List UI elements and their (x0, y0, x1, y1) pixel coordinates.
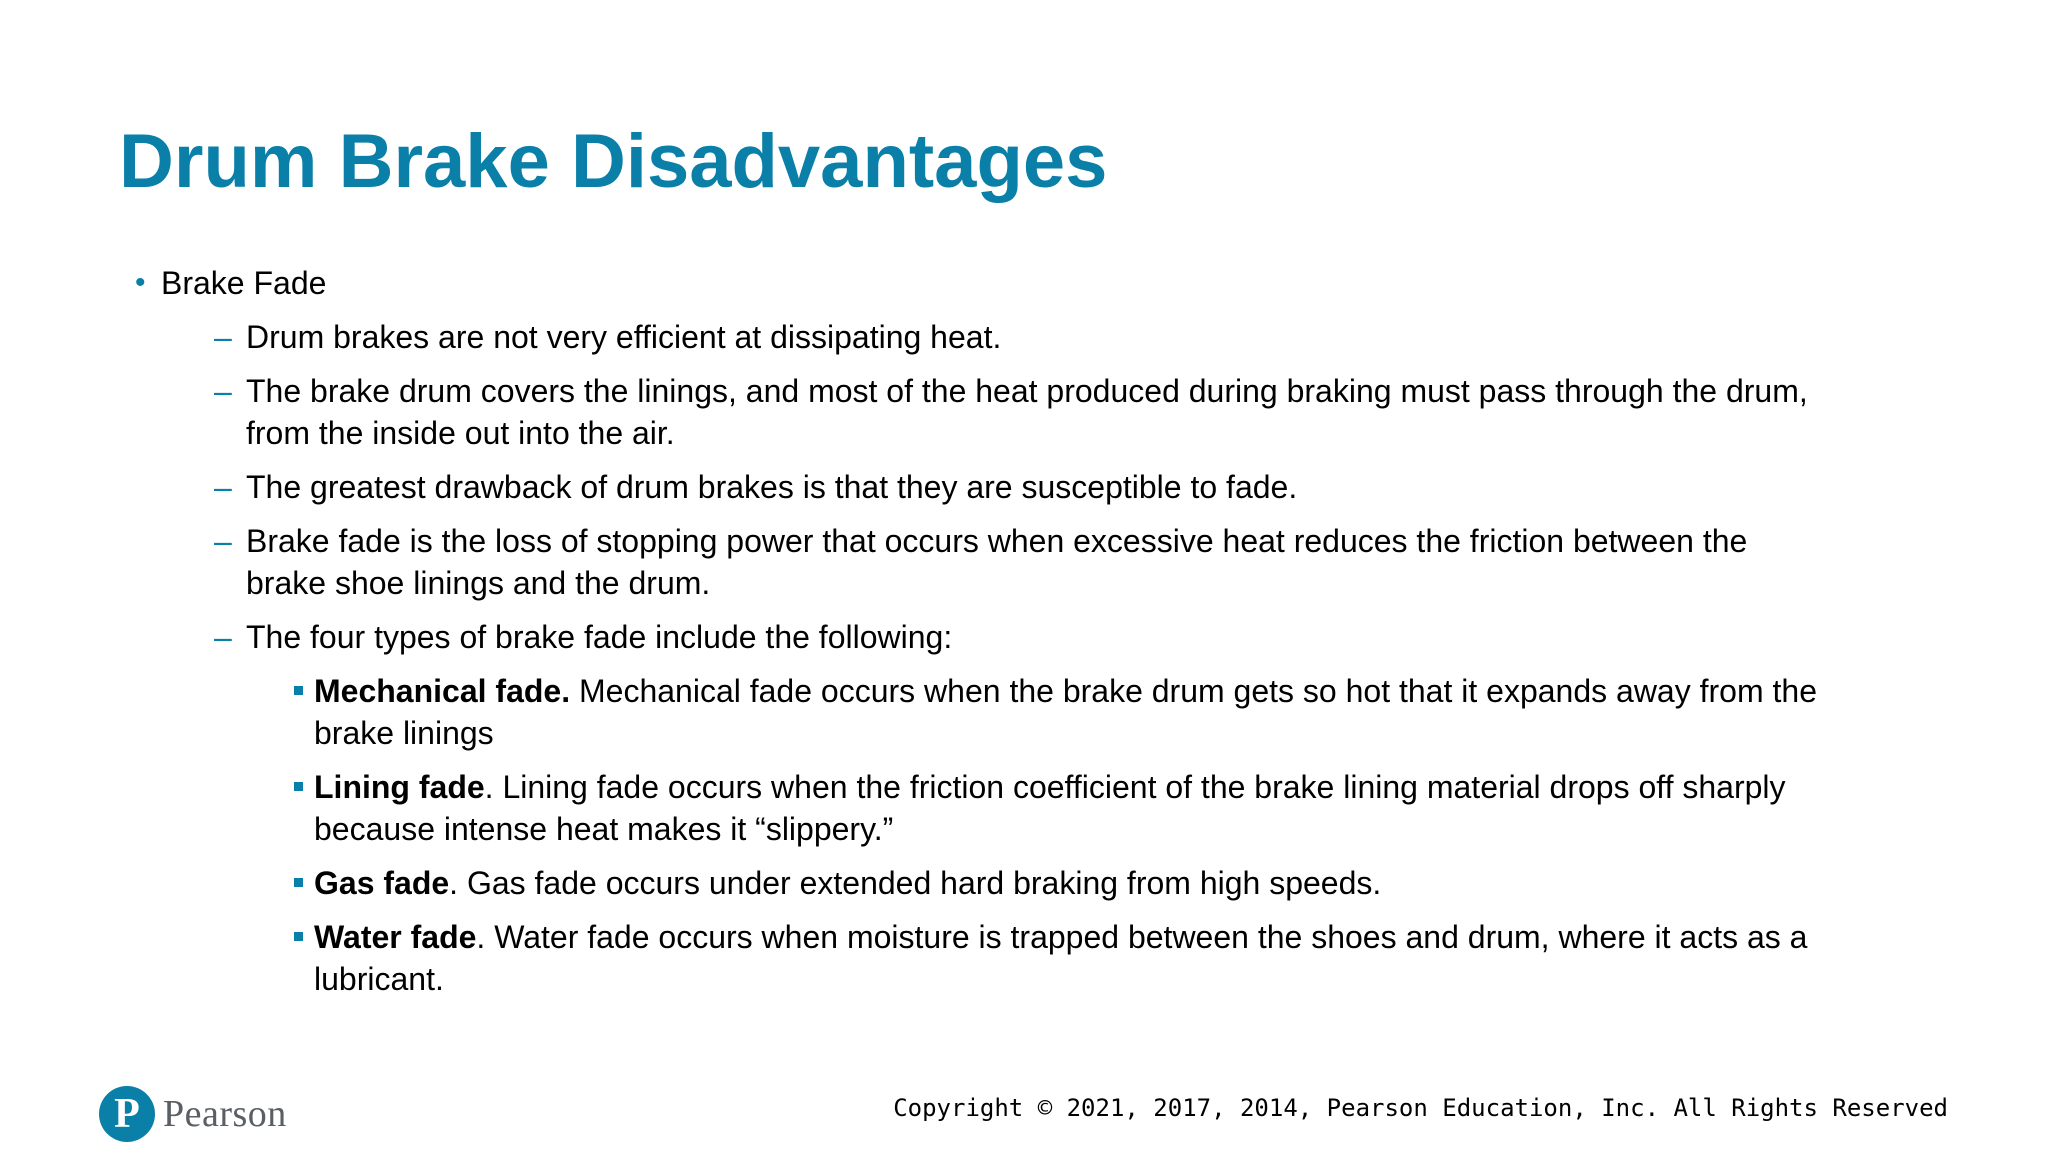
subitem-text: The brake drum covers the linings, and most of the heat produced during braking must pass through the drum, (246, 373, 1808, 409)
fade-type-text (314, 670, 1817, 712)
copyright-notice: Copyright © 2021, 2017, 2014, Pearson Education, Inc. All Rights Reserved (893, 1094, 1948, 1122)
fade-type-term: Water fade (314, 919, 477, 955)
fade-type-term: Gas fade (314, 865, 450, 901)
bullet-text: Brake Fade (161, 265, 327, 301)
fade-type-text (314, 916, 1807, 958)
subitem-text: The greatest drawback of drum brakes is that they are susceptible to fade. (246, 469, 1298, 505)
dash-icon: – (214, 619, 232, 655)
dash-icon: – (214, 319, 232, 355)
dash-icon: – (214, 373, 232, 409)
fade-type-desc: brake linings (314, 715, 494, 751)
fade-type-term: Mechanical fade. (314, 673, 571, 709)
fade-type-desc: . Water fade occurs when moisture is trapped between the shoes and drum, where it acts as a (476, 919, 1808, 955)
fade-type-desc: . Gas fade occurs under extended hard braking from high speeds. (449, 865, 1382, 901)
pearson-logo-letter: P (114, 1091, 140, 1137)
pearson-logo (99, 1086, 319, 1142)
subitem-text: from the inside out into the air. (246, 415, 675, 451)
slide-title: Drum Brake Disadvantages (119, 119, 1108, 204)
fade-type-desc: Mechanical fade occurs when the brake drum gets so hot that it expands away from the (570, 673, 1817, 709)
fade-type-desc: lubricant. (314, 961, 444, 997)
square-bullet-icon (294, 932, 303, 941)
subitem-text: brake shoe linings and the drum. (246, 565, 711, 601)
fade-type-term: Lining fade (314, 769, 485, 805)
fade-type-text (314, 862, 1381, 904)
subitem-text: Drum brakes are not very efficient at dissipating heat. (246, 319, 1002, 355)
pearson-wordmark: Pearson (163, 1093, 287, 1135)
square-bullet-icon (294, 686, 303, 695)
subitem-text: The four types of brake fade include the following: (246, 619, 953, 655)
subitem-text: Brake fade is the loss of stopping power that occurs when excessive heat reduces the friction between the (246, 523, 1748, 559)
bullet-dot-icon: • (135, 266, 146, 299)
square-bullet-icon (294, 782, 303, 791)
dash-icon: – (214, 469, 232, 505)
fade-type-desc: because intense heat makes it “slippery.” (314, 811, 894, 847)
fade-type-desc: . Lining fade occurs when the friction coefficient of the brake lining material drops off sharply (484, 769, 1786, 805)
square-bullet-icon (294, 878, 303, 887)
dash-icon: – (214, 523, 232, 559)
fade-type-text (314, 766, 1786, 808)
